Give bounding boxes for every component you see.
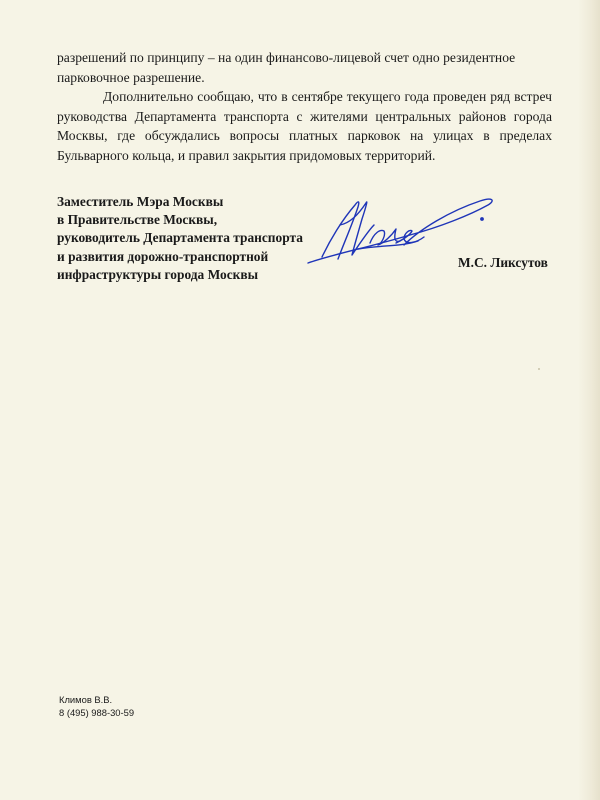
signer-title-line: в Правительстве Москвы, [57, 212, 218, 228]
letter-body [57, 48, 552, 166]
signer-title-line: инфраструктуры города Москвы [57, 266, 259, 282]
paper-speck [538, 368, 540, 370]
paragraph-1 [57, 48, 552, 87]
executor-phone: 8 (495) 988-30-59 [59, 707, 135, 718]
signer-title-line: и развития дорожно-транспортной [57, 248, 269, 264]
paragraph-2-line-4: Бульварного кольца, и правил закрытия придомовых территорий. [57, 147, 436, 163]
signer-title-block [57, 193, 327, 284]
signer-name: М.С. Ликсутов [458, 255, 548, 270]
signer-title-line: Заместитель Мэра Москвы [57, 194, 224, 209]
paragraph-2-line-2: руководства Департамента транспорта с жителями центральных районов города [57, 108, 552, 124]
paragraph-2 [57, 87, 552, 165]
signer-title-line: руководитель Департамента транспорта [57, 230, 303, 246]
paragraph-2-line-1: Дополнительно сообщаю, что в сентябре текущего года проведен ряд встреч [103, 89, 552, 105]
executor-contact [59, 693, 134, 719]
paper-edge-shadow [578, 0, 600, 800]
paragraph-1-line-1: разрешений по принципу – на один финансово-лицевой счет одно резидентное [57, 50, 516, 65]
paragraph-1-line-2: парковочное разрешение. [57, 69, 205, 85]
paragraph-2-line-3: Москвы, где обсуждались вопросы платных парковок на улицах в пределах [57, 128, 552, 144]
executor-name: Климов В.В. [59, 694, 113, 705]
